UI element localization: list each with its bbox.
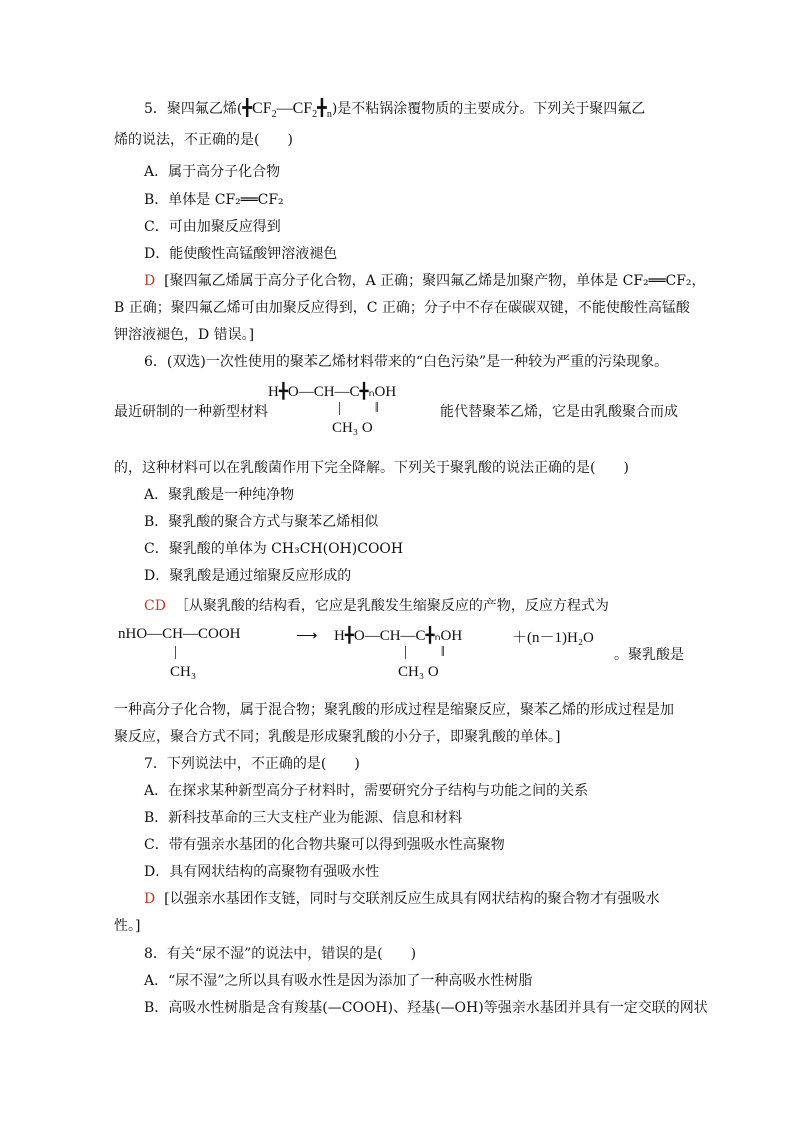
polymer-top-row: H╋O—CH—C╋ₙOH [268,384,397,400]
formula-sub-b: 2 [312,109,318,121]
reactant-top-row: nHO—CH—COOH [118,626,241,642]
q6-option-d: D．聚乳酸是通过缩聚反应形成的 [144,568,352,584]
q5-stem-line2: 烯的说法，不正确的是( ) [114,132,293,148]
q8-stem: 8．有关“尿不湿”的说法中，错误的是( ) [144,946,417,962]
ptfe-formula [242,100,332,121]
q7-option-b: B．新科技革命的三大支柱产业为能源、信息和材料 [144,810,463,826]
formula-n: n [326,109,332,121]
q5-answer-letter: D [144,273,156,289]
q7-option-d: D．具有网状结构的高聚物有强吸水性 [144,864,380,880]
q5-answer-line3: 钾溶液褪色，D 错误。] [114,327,255,343]
q7-answer-text1: [以强亲水基团作支链，同时与交联剂反应生成具有网状结构的聚合物才有强吸水 [164,891,660,907]
q6-option-b: B．聚乳酸的聚合方式与聚苯乙烯相似 [144,514,379,530]
product-top-row: H╋O—CH—C╋ₙOH [334,628,463,644]
q6-option-a: A．聚乳酸是一种纯净物 [144,487,295,503]
formula-sub-a: 2 [271,109,277,121]
q6-stem-line1: 6．(双选)一次性使用的聚苯乙烯材料带来的“白色污染”是一种较为严重的污染现象。 [144,354,669,370]
polymer-bond-row: | ‖ [338,400,379,416]
q6-answer-letter: CD [144,598,166,614]
water-text: ＋(n－1)H₂O [512,630,594,646]
polymer-bottom-row: CH₃ O [332,420,373,436]
q5-stem-prefix: 5．聚四氟乙烯( [144,101,243,117]
formula-bracket-open: ╋ [242,100,253,117]
q8-option-a: A．“尿不湿”之所以具有吸水性是因为添加了一种高吸水性树脂 [144,973,533,989]
q5-option-b: B．单体是 CF₂══CF₂ [144,192,284,208]
formula-bracket-close: ╋ [317,100,327,117]
product-bond-row: | ‖ [404,644,445,660]
q7-answer-letter: D [144,891,156,907]
q7-stem: 7．下列说法中，不正确的是( ) [144,756,360,772]
product-bottom-row: CH₃ O [398,664,439,680]
q7-option-a: A．在探求某种新型高分子材料时，需要研究分子结构与功能之间的关系 [144,783,589,799]
formula-bond: — [276,100,293,117]
q5-answer-line2: B 正确；聚四氟乙烯可由加聚反应得到，C 正确；分子中不存在碳碳双键，不能使酸性高锰酸 [114,300,690,316]
q6-option-c: C．聚乳酸的单体为 CH₃CH(OH)COOH [144,541,404,557]
q8-option-b: B．高吸水性树脂是含有羧基(—COOH)、羟基(—OH)等强亲水基团并具有一定交联的网状 [144,1000,708,1016]
q5-option-a: A．属于高分子化合物 [144,164,281,180]
lactic-acid-reactant [118,626,288,686]
q5-stem-suffix: )是不粘锅涂覆物质的主要成分。下列关于聚四氟乙 [331,101,646,117]
polylactic-acid-product [334,626,504,686]
q5-stem-line1 [144,99,645,125]
q5-answer-text1: [聚四氟乙烯属于高分子化合物，A 正确；聚四氟乙烯是加聚产物，单体是 CF₂══CF₂， [164,273,706,289]
q6-stem-line2-prefix: 最近研制的一种新型材料 [114,404,268,420]
reaction-arrow-glyph: ⟶ [296,628,318,644]
polylactic-acid-structure [268,382,436,442]
q6-answer-line4: 聚反应，聚合方式不同；乳酸是形成聚乳酸的小分子，即聚乳酸的单体。] [114,729,561,745]
formula-cf2-b: CF [292,100,313,117]
q5-answer-line1 [144,271,706,291]
q6-stem-line3: 的，这种材料可以在乳酸菌作用下完全降解。下列关于聚乳酸的说法正确的是( ) [114,460,629,476]
q6-answer-line3: 一种高分子化合物，属于混合物；聚乳酸的形成过程是缩聚反应，聚苯乙烯的形成过程是加 [114,702,674,718]
q5-option-c: C．可由加聚反应得到 [144,219,281,235]
q6-stem-line2-suffix: 能代替聚苯乙烯，它是由乳酸聚合而成 [440,404,678,420]
q7-option-c: C．带有强亲水基团的化合物共聚可以得到强吸水性高聚物 [144,837,505,853]
q5-option-d: D．能使酸性高锰酸钾溶液褪色 [144,246,338,262]
formula-cf2-a: CF [252,100,272,117]
reactant-bond-row: | [174,644,178,660]
q6-answer-text1: ［从聚乳酸的结构看，它应是乳酸发生缩聚反应的产物，反应方程式为 [174,598,609,614]
reactant-bottom-row: CH₃ [170,664,197,680]
q6-answer-line1 [144,596,609,616]
q6-answer-line2-tail: 。聚乳酸是 [614,647,684,663]
q7-answer-line1 [144,889,660,909]
q7-answer-line2: 性。] [114,918,141,934]
